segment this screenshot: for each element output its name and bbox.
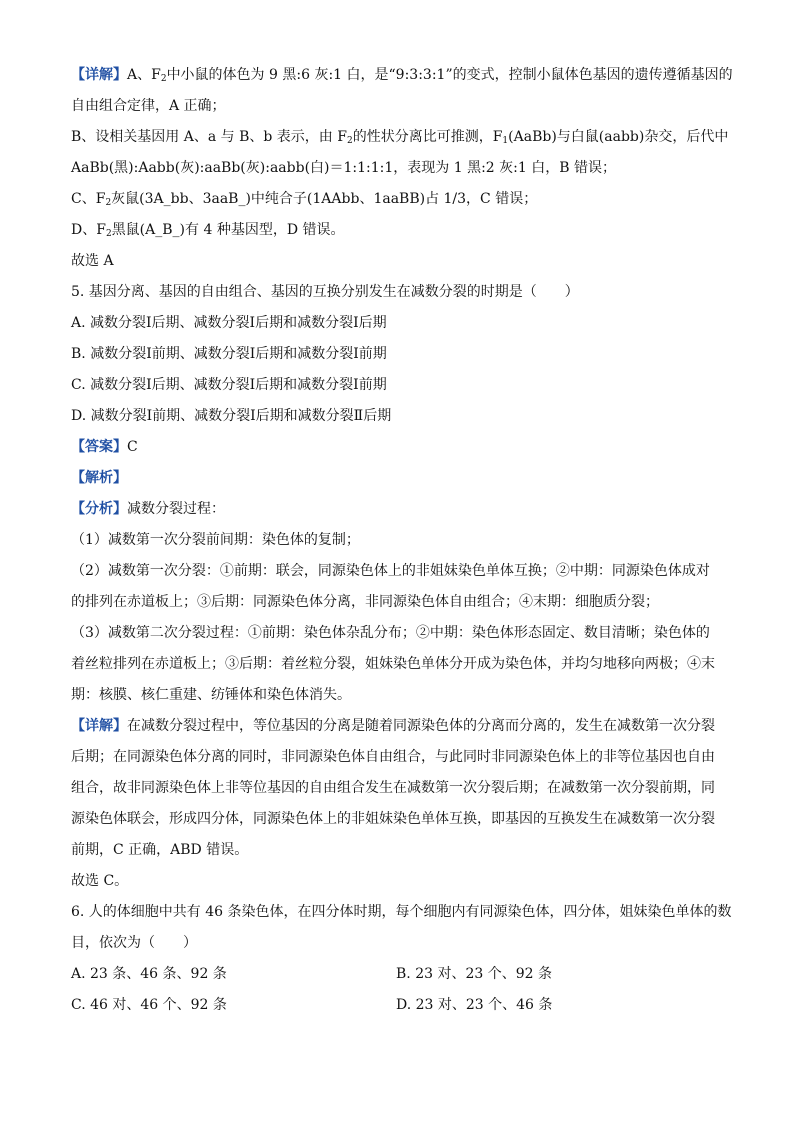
detail-tag: 【详解】 — [71, 718, 127, 734]
q5-detail-line-2: 后期；在同源染色体分离的同时，非同源染色体自由组合，与此同时非同源染色体上的非等位基因也自由 — [71, 749, 715, 765]
q5-option-b: B. 减数分裂Ⅰ前期、减数分裂Ⅰ后期和减数分裂Ⅰ前期 — [71, 346, 387, 362]
q4-detail-line-4: AaBb(黑):Aabb(灰):aaBb(灰):aabb(白)＝1:1:1:1，表现为 1 黑:2 灰:1 白，B 错误； — [71, 160, 616, 176]
text: B、设相关基因用 A、a 与 B、b 表示，由 F — [71, 129, 347, 145]
q6-stem-line-2: 目，依次为（ ） — [71, 935, 197, 951]
q6-option-d: D. 23 对、23 个、46 条 — [396, 997, 553, 1013]
q5-detail-line-1 — [71, 711, 721, 742]
text: 的性状分离比可推测，F — [352, 129, 503, 145]
q5-fenxi — [71, 494, 721, 525]
q6-options-row-1 — [71, 959, 721, 990]
answer-value: C — [127, 439, 138, 455]
q5-stem: 5. 基因分离、基因的自由组合、基因的互换分别发生在减数分裂的时期是（ ） — [71, 284, 579, 300]
q5-option-d: D. 减数分裂Ⅰ前期、减数分裂Ⅰ后期和减数分裂Ⅱ后期 — [71, 408, 392, 424]
q5-fenxi-line-3: 的排列在赤道板上；③后期：同源染色体分离，非同源染色体自由组合；④末期：细胞质分裂； — [71, 594, 659, 610]
q4-detail-line-3 — [71, 122, 729, 153]
q5-fenxi-line-4: （3）减数第二次分裂过程：①前期：染色体杂乱分布；②中期：染色体形态固定、数目清晰；染色体的 — [71, 625, 710, 641]
analysis-tag: 【解析】 — [71, 470, 127, 486]
q6-option-a: A. 23 条、46 条、92 条 — [71, 966, 227, 982]
q6-option-c: C. 46 对、46 个、92 条 — [71, 997, 227, 1013]
fenxi-tag: 【分析】 — [71, 501, 127, 517]
q5-detail-line-4: 源染色体联会，形成四分体，同源染色体上的非姐妹染色单体互换，即基因的互换发生在减数第一次分裂 — [71, 811, 715, 827]
q6-options-row-2 — [71, 990, 721, 1021]
q4-detail-line-6 — [71, 215, 721, 246]
q6-stem-line-1: 6. 人的体细胞中共有 46 条染色体，在四分体时期，每个细胞内有同源染色体，四分体，姐妹染色单体的数 — [71, 904, 732, 920]
q5-analysis — [71, 463, 721, 494]
text: A、F — [127, 67, 161, 83]
q4-detail-line-2: 自由组合定律，A 正确； — [71, 98, 226, 114]
subscript: 2 — [105, 229, 112, 239]
subscript: 1 — [502, 136, 509, 146]
q4-detail-line-5 — [71, 184, 721, 215]
q5-answer — [71, 432, 721, 463]
subscript: 2 — [346, 136, 353, 146]
text: 灰鼠(3A_bb、3aaB_)中纯合子(1AAbb、1aaBB)占 1/3，C 错误； — [111, 191, 538, 207]
detail-tag: 【详解】 — [71, 67, 127, 83]
subscript: 2 — [105, 198, 112, 208]
text: 中小鼠的体色为 9 黑:6 灰:1 白，是“9:3:3:1”的变式，控制小鼠体色基因的遗传遵循基因的 — [166, 67, 733, 83]
q5-fenxi-line-1: （1）减数第一次分裂前间期：染色体的复制； — [71, 532, 360, 548]
text: D、F — [71, 222, 106, 238]
q5-detail-line-5: 前期，C 正确，ABD 错误。 — [71, 842, 249, 858]
document-content — [71, 60, 733, 1021]
q5-option-c: C. 减数分裂Ⅰ后期、减数分裂Ⅰ后期和减数分裂Ⅰ前期 — [71, 377, 387, 393]
q5-fenxi-line-2: （2）减数第一次分裂：①前期：联会，同源染色体上的非姐妹染色单体互换；②中期：同源染色体成对 — [71, 563, 710, 579]
fenxi-intro: 减数分裂过程： — [127, 501, 225, 517]
q5-conclusion: 故选 C。 — [71, 873, 129, 889]
subscript: 2 — [160, 74, 167, 84]
q5-fenxi-line-5: 着丝粒排列在赤道板上；③后期：着丝粒分裂，姐妹染色单体分开成为染色体，并均匀地移向两极；④末 — [71, 656, 715, 672]
q5-fenxi-line-6: 期：核膜、核仁重建、纺锤体和染色体消失。 — [71, 687, 351, 703]
q5-option-a: A. 减数分裂Ⅰ后期、减数分裂Ⅰ后期和减数分裂Ⅰ后期 — [71, 315, 387, 331]
q5-detail-line-3: 组合，故非同源染色体上非等位基因的自由组合发生在减数第一次分裂后期；在减数第一次分裂前期，同 — [71, 780, 715, 796]
detail-text: 在减数分裂过程中，等位基因的分离是随着同源染色体的分离而分离的，发生在减数第一次分裂 — [127, 718, 715, 734]
text: 黑鼠(A_B_)有 4 种基因型，D 错误。 — [111, 222, 345, 238]
answer-tag: 【答案】 — [71, 439, 127, 455]
q6-option-b: B. 23 对、23 个、92 条 — [396, 966, 552, 982]
q4-detail-line-1 — [71, 60, 733, 91]
text: (AaBb)与白鼠(aabb)杂交，后代中 — [508, 129, 729, 145]
text: C、F — [71, 191, 106, 207]
q4-conclusion: 故选 A — [71, 253, 114, 269]
